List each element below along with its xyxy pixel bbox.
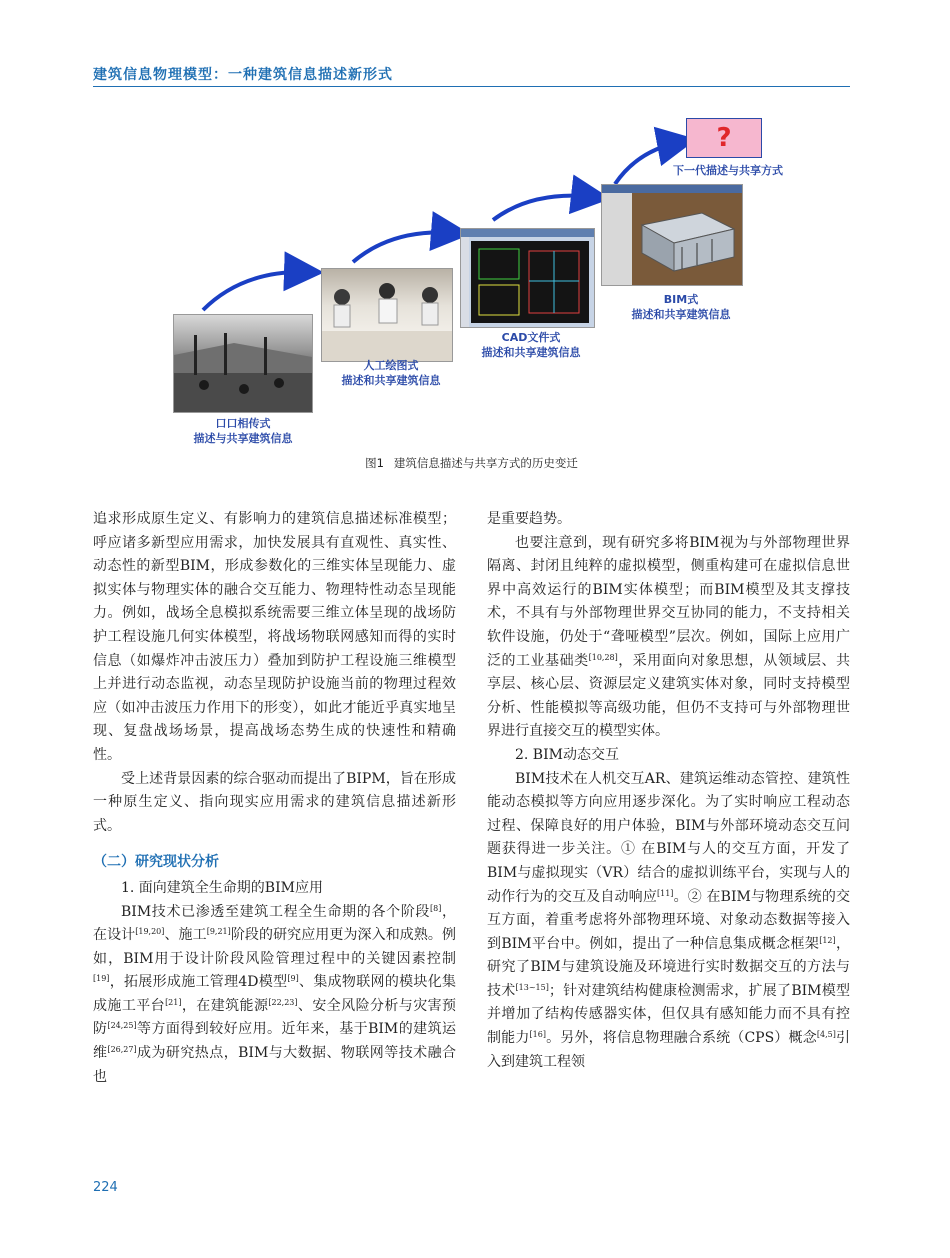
citation: [26,27] xyxy=(107,1045,137,1055)
citation: [22,23] xyxy=(268,997,298,1007)
citation: [4,5] xyxy=(816,1030,836,1040)
left-paragraph-1: 追求形成原生定义、有影响力的建筑信息描述标准模型；呼应诸多新型应用需求，加快发展具有直观性、真实性、动态性的新型BIM，形成参数化的三维实体呈现能力、虚拟实体与物理实体的融合交互能力、物理特性动态呈现能力。例如，战场全息模拟系统需要三维立体呈现的战场防护工程设施几何实体模型，将战场物联网感知而得的实时信息（如爆炸冲击波压力）叠加到防护工程设施三维模型上并进行动态监视，动态呈现防护设施当前的物理过程效应（如冲击波压力作用下的形变），如此才能近乎真实地呈现、复盘战场场景，提高战场态势生成的快速性和精确性。 xyxy=(93,511,456,763)
caption-text: 建筑信息描述与共享方式的历史变迁 xyxy=(393,456,578,470)
header-rule xyxy=(93,86,850,87)
citation: [24,25] xyxy=(107,1021,137,1031)
left-column xyxy=(93,508,456,1089)
bim-screenshot xyxy=(601,184,743,286)
citation: [9,21] xyxy=(206,927,231,937)
citation: [8] xyxy=(430,903,442,913)
right-paragraph-1: 是重要趋势。 xyxy=(487,511,571,527)
left-paragraph-2: 受上述背景因素的综合驱动而提出了BIPM，旨在形成一种原生定义、指向现实应用需求的建筑信息描述新形式。 xyxy=(93,770,456,834)
right-column xyxy=(487,508,850,1074)
oral-tradition-photo xyxy=(173,314,313,413)
stage1-label: 口口相传式 描述与共享建筑信息 xyxy=(193,417,293,445)
section-heading: （二）研究现状分析 xyxy=(93,854,219,871)
question-mark-box: ? xyxy=(686,118,762,158)
stage4-label: BIM式 描述和共享建筑信息 xyxy=(631,293,731,321)
subsection-1-heading: 1. 面向建筑全生命期的BIM应用 xyxy=(121,879,323,896)
figure-caption xyxy=(93,455,850,471)
citation: [11] xyxy=(656,888,674,898)
stage2-label: 人工绘图式 描述和共享建筑信息 xyxy=(341,359,441,387)
caption-number: 图1 xyxy=(365,456,384,470)
page-number: 224 xyxy=(93,1180,118,1195)
hand-drawing-photo xyxy=(321,268,453,362)
citation: [9] xyxy=(287,974,299,984)
left-paragraph-3: BIM技术已渗透至建筑工程全生命期的各个阶段[8]，在设计[19,20]、施工[9,21]阶段的研究应用更为深入和成熟。例如，BIM用于设计阶段风险管理过程中的关键因素控制[19]，拓展形成施工管理4D模型[9]、集成物联网的模块化集成施工平台[21]，在建筑能源[22,23]、安全风险分析与灾害预防[24,25]等方面得到较好应用。近年来，基于BIM的建筑运维[26,27]成为研究热点，BIM与大数据、物联网等技术融合也 xyxy=(93,903,457,1085)
right-paragraph-3: BIM技术在人机交互AR、建筑运维动态管控、建筑性能动态模拟等方向应用逐步深化。为了实时响应工程动态过程、保障良好的用户体验，BIM与外部环境动态交互问题获得进一步关注。① 在BIM与人的交互方面，开发了BIM与虚拟现实（VR）结合的虚拟训练平台，实现与人的动作行为的交互及自动响应[11]。② 在BIM与物理系统的交互方面，着重考虑将外部物理环境、对象动态数据等接入到BIM平台中。例如，提出了一种信息集成概念框架[12]，研究了BIM与建筑设施及环境进行实时数据交互的方法与技术[13~15]；针对建筑结构健康检测需求，扩展了BIM模型并增加了结构传感器实体，但仅具有感知能力而不具有控制能力[16]。另外，将信息物理融合系统（CPS）概念[4,5]引入到建筑工程领 xyxy=(487,770,851,1070)
stage5-label: 下一代描述与共享方式 xyxy=(673,164,783,177)
cad-screenshot xyxy=(460,228,595,328)
running-title: 建筑信息物理模型：一种建筑信息描述新形式 xyxy=(93,67,393,83)
subsection-2-heading: 2. BIM动态交互 xyxy=(515,746,619,763)
citation: [10,28] xyxy=(588,652,618,662)
citation: [19] xyxy=(93,974,110,984)
figure-1 xyxy=(93,100,850,475)
stage3-label: CAD文件式 描述和共享建筑信息 xyxy=(481,331,581,359)
citation: [21] xyxy=(165,997,182,1007)
citation: [16] xyxy=(529,1030,546,1040)
citation: [12] xyxy=(819,935,836,945)
citation: [13~15] xyxy=(515,982,549,992)
right-paragraph-2: 也要注意到，现有研究多将BIM视为与外部物理世界隔离、封闭且纯粹的虚拟模型，侧重构建可在虚拟信息世界中高效运行的BIM实体模型；而BIM模型及其支撑技术，不具有与外部物理世界交互协同的能力，不支持相关软件设施，仍处于“聋哑模型”层次。例如，国际上应用广泛的工业基础类[10,28]，采用面向对象思想，从领域层、共享层、核心层、资源层定义建筑实体对象，同时支持模型分析、性能模拟等高级功能，但仍不支持可与外部物理世界进行直接交互的模型实体。 xyxy=(487,534,851,740)
citation: [19,20] xyxy=(135,927,165,937)
